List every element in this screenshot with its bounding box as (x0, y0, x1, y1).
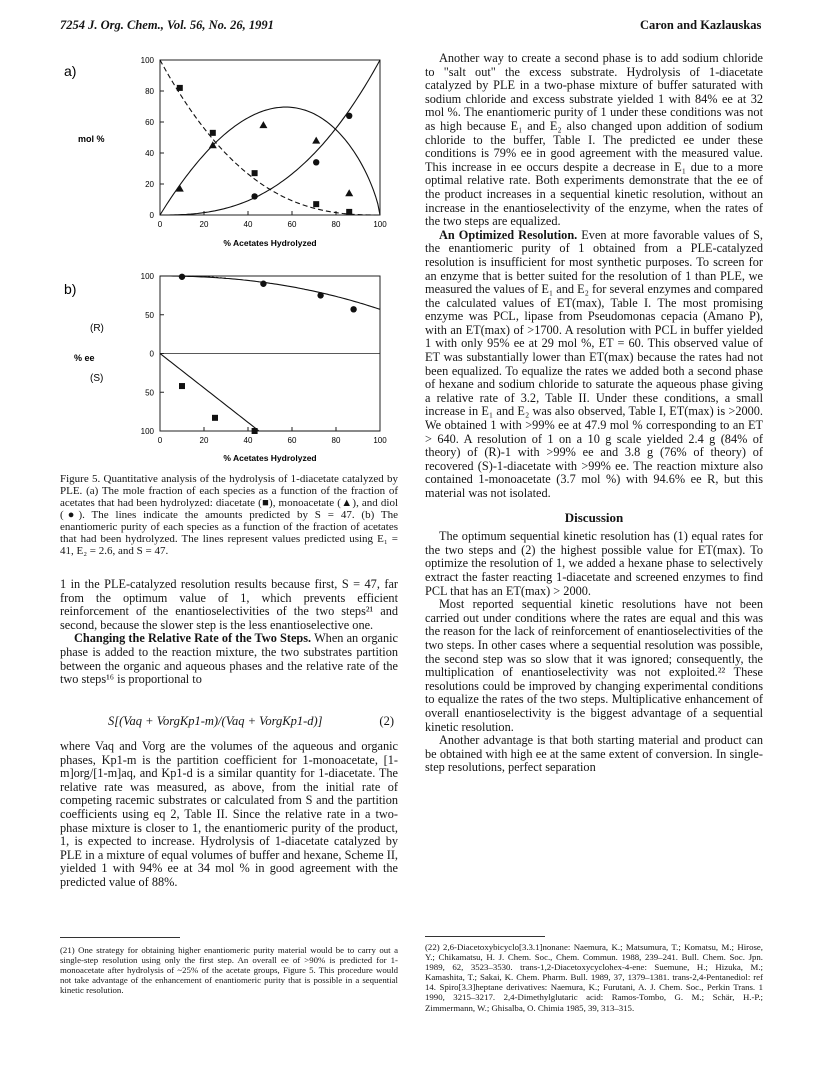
footnote-21: (21) One strategy for obtaining higher enantiomeric purity material would be to carry out a single-step resolution using only the first step. An overall ee of >90% is predicted for 1-monoacetate after hydrolysis of ~25% of the acetate groups, Figure 5. This procedure would not take advantage of the enhancement of enantiomeric purity that is possible in a sequential kinetic resolution. (60, 945, 398, 996)
x-tick-label: 60 (287, 220, 297, 229)
left-column-cont (60, 740, 398, 890)
section-head-relative-rate: Changing the Relative Rate of the Two Steps. (74, 631, 312, 646)
y-tick-label: 100 (140, 427, 154, 436)
panel-b-S: (S) (90, 373, 104, 384)
diol-point (313, 159, 319, 165)
right-paragraph-4: Most reported sequential kinetic resolutions have not been carried out under conditions where the rates are equal and this was the reason for the lack of reinforcement of enantioselectivities of the two steps. In other cases where a sequential resolution was possible, the second step was so slow that it was ignored; consequently, the multiplication of enantioselectivity was not exploited.²² These resolutions could be improved by changing experimental conditions to equalize the rates of the two steps. Multiplicative enhancement of overall enantioselectivity is the biggest advantage of a sequential kinetic resolution. (425, 597, 763, 734)
equation-number: (2) (379, 714, 394, 728)
diacetate-point (346, 209, 352, 215)
diacetate-point (252, 170, 258, 176)
y-tick-label: 100 (140, 56, 154, 65)
panel-b-ylabel: % ee (74, 353, 95, 363)
R-point (260, 281, 266, 287)
y-tick-label: 0 (149, 211, 154, 220)
right-paragraph-1: Another way to create a second phase is to add sodium chloride to "salt out" the excess substrate. Hydrolysis of 1-diacetate catalyzed by PLE in a two-phase mixture of buffer saturated with sodium chloride and excess substrate yielded 1 with 84% ee at 32 mol %. The enantiomeric purity of 1 under these conditions was not as high because E₁ and E₂ also changed upon addition of sodium chloride to the buffer, Table I. The predicted ee under these conditions is 79% ee in good agreement with the measured value. This increase in ee occurs despite a decrease in E₁ due to a more optimal relative rate. Both experiments demonstrate that the ee of the product increases in a sequential kinetic resolution, without an increase in the enantioselectivity of the enzyme, when the rates of the two steps are equalized. (425, 51, 763, 229)
diacetate-curve (160, 60, 380, 215)
R-curve (160, 276, 380, 309)
monoacetate-point (312, 137, 320, 144)
y-tick-label: 50 (145, 310, 154, 320)
panel-a-axes (160, 60, 380, 215)
monoacetate-curve (160, 107, 380, 215)
diol-point (346, 113, 352, 119)
monoacetate-point (259, 121, 267, 128)
diol-point (251, 193, 257, 199)
x-tick-label: 80 (331, 220, 341, 229)
x-tick-label: 100 (373, 220, 387, 229)
panel-b-R: (R) (90, 323, 104, 334)
panel-a-ylabel: mol % (78, 134, 105, 144)
figure-caption: Figure 5. Quantitative analysis of the hydrolysis of 1-diacetate catalyzed by PLE. (a) The mole fraction of each species as a function of the fraction of acetates that had been hydrolyzed: diacetate (■), monoacetate (▲), and diol (●). The lines indicate the amounts predicted by S = 47. (b) The enantiomeric purity of each species as a function of the fraction of acetates that had been hydrolyzed. The lines represent values predicted using E₁ = 41, E₂ = 2.6, and S = 47. (60, 473, 398, 557)
running-header-left: 7254 J. Org. Chem., Vol. 56, No. 26, 1991 (60, 18, 274, 32)
x-tick-label: 40 (243, 436, 253, 445)
y-tick-label: 100 (140, 272, 154, 281)
section-head-optimized: An Optimized Resolution. (439, 227, 578, 242)
diacetate-point (177, 85, 183, 91)
S-point (212, 415, 218, 421)
R-point (179, 274, 185, 280)
y-tick-label: 50 (145, 388, 154, 398)
y-tick-label: 0 (149, 349, 154, 359)
panel-b-xlabel: % Acetates Hydrolyzed (223, 453, 317, 463)
x-tick-label: 100 (373, 436, 387, 445)
right-paragraph-3: The optimum sequential kinetic resolution has (1) equal rates for the two steps and (2) the highest possible value for ET(max). To optimize the resolution of 1, we added a hexane phase to selectively extract the faster reacting 1-diacetate and screened enzymes to find PCL that has an ET(max) > 2000. (425, 529, 763, 598)
left-paragraph-3: where Vaq and Vorg are the volumes of the aqueous and organic phases, Kp1-m is the partition coefficient for 1-monoacetate, [1-m]org/[1-m]aq, and Kp1-d is a similar quantity for 1-diacetate. The relative rate was measured, as above, from the initial rate of competing racemic substrates or calculated from S and the partition coefficients using eq 2, Table II. Since the relative rate in a two-phase mixture is closer to 1, the enantiomeric purity of the product, 1, is expected to increase. Hydrolysis of 1-diacetate catalyzed by PLE in a mixture of equal volumes of buffer and hexane, Scheme II, yielded 1 with 94% ee at 34 mol % in good agreement with the predicted value of 88%. (60, 739, 398, 889)
y-tick-label: 20 (145, 180, 154, 189)
left-paragraph-2-text: When an organic phase is added to the reaction mixture, the two substrates partition between the organic and aqueous phases and the relative rate of the two steps¹⁶ is proportional to (60, 631, 398, 687)
discussion-heading: Discussion (564, 509, 624, 525)
R-point (350, 306, 356, 312)
left-column (60, 578, 398, 687)
diacetate-point (313, 201, 319, 207)
equation-2 (60, 714, 398, 729)
right-paragraph-5: Another advantage is that both starting material and product can be obtained with high ee at the same extent of conversion. In single-step resolutions, perfect separation (425, 733, 763, 775)
left-paragraph-1: 1 in the PLE-catalyzed resolution results because first, S = 47, far from the optimum value of 1, which prevents efficient reinforcement of the enantioselectivities of the two steps²¹ and second, because the slower step is the less enantioselective one. (60, 577, 398, 632)
y-tick-label: 40 (145, 149, 154, 158)
x-tick-label: 40 (243, 220, 253, 229)
S-point (179, 383, 185, 389)
x-tick-label: 60 (287, 436, 297, 445)
right-paragraph-2-text: Even at more favorable values of S, the enantiomeric purity of 1 obtained from a PLE-catalyzed resolution is insufficient for most synthetic purposes. To screen for an enzyme that is better suited for the resolution of 1 than PLE, we measured the values of E₁ and E₂ for several enzymes and compared the calculated values of ET(max), Table I. The most promising enzyme was PCL, lipase from Pseudomonas cepacia (Amano P), with an ET(max) of >1700. A resolution with PCL in buffer yielded 1 with only 95% ee at 29 mol %, ET = 60. This observed value of ET was substantially lower than ET(max) because the rates had not been equalized. To equalize the rates we added both a second phase of hexane and sodium chloride to saturate the aqueous phase giving a relative rate of 3.2, Table II. Under these conditions, a small increase in E₁ and E₂ was also observed, Table I, ET(max) is >2000. We obtained 1 with >99% ee at 47.9 mol % corresponding to an ET > 640. A resolution of 1 on a 10 g scale yielded 2.4 g (84% of theory) of (R)-1 with >99% ee and 3.8 g (76% of theory) of recovered (S)-1-diacetate with >99% ee. The reaction mixture also contained 1-monoacetate (3.7 mol %) with 94.6% ee R, but this material was not isolated. (425, 227, 763, 500)
right-paragraph-2 (425, 229, 763, 501)
diol-curve (160, 60, 380, 215)
right-column (425, 52, 763, 775)
footnote-22: (22) 2,6-Diacetoxybicyclo[3.3.1]nonane: Naemura, K.; Matsumura, T.; Komatsu, M.; Hirose, Y.; Chikamatsu, H. J. Chem. Soc., Chem. Commun. 1988, 239–241. Bull. Chem. Soc. Jpn. 1989, 62, 3523–3530. trans-1,2-Diacetoxycyclohex-4-ene: Suemune, H.; Hizuka, M.; Kamashita, T.; Sakai, K. Chem. Pharm. Bull. 1989, 37, 1379–1381. trans-2,4-Pentanediol: ref 14. Spiro[3.3]heptane derivatives: Naemura, K.; Furutani, A. J. Chem. Soc., Perkin Trans. 1 1990, 3215–3217. 2,4-Dimethylglutaric acid: Ramos-Tombo, G. M.; Schär, H.-P.; Zimmermann, W.; Ghisalba, O. Chimia 1985, 39, 313–315. (425, 942, 763, 1013)
x-tick-label: 0 (157, 436, 163, 445)
x-tick-label: 20 (199, 436, 209, 445)
figure-panel-b (60, 268, 400, 468)
left-paragraph-2 (60, 632, 398, 686)
running-header-right: Caron and Kazlauskas (640, 18, 762, 32)
footnote-rule-left (60, 937, 180, 938)
R-point (317, 292, 323, 298)
diacetate-point (210, 130, 216, 136)
figure-panel-a (60, 50, 400, 255)
monoacetate-point (345, 189, 353, 196)
S-point (252, 428, 258, 434)
panel-a-xlabel: % Acetates Hydrolyzed (223, 238, 317, 248)
S-curve (160, 354, 380, 432)
y-tick-label: 80 (145, 87, 154, 96)
panel-a-label: a) (64, 63, 77, 79)
x-tick-label: 80 (331, 436, 341, 445)
footnote-rule-right (425, 936, 545, 937)
equation-text: S[(Vaq + VorgKp1-m)/(Vaq + VorgKp1-d)] (108, 714, 323, 728)
y-tick-label: 60 (145, 118, 154, 127)
x-tick-label: 20 (199, 220, 209, 229)
panel-b-label: b) (64, 281, 77, 297)
x-tick-label: 0 (157, 220, 163, 229)
